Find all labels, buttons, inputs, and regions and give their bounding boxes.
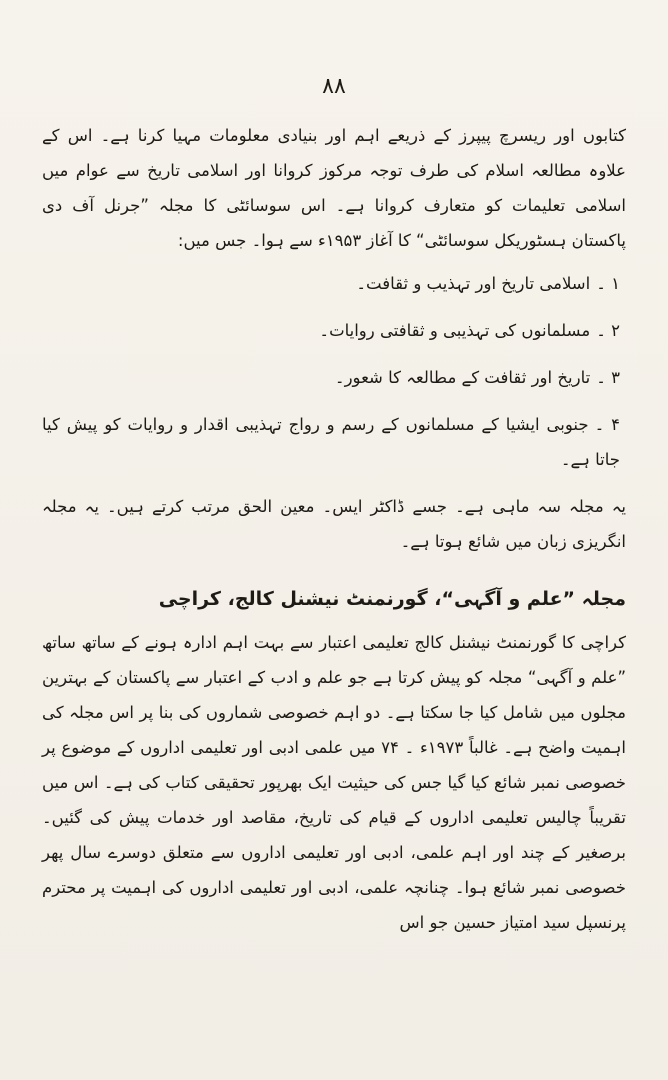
list-item-number: ۲ ۔ [596, 321, 620, 340]
page-content [42, 118, 626, 940]
list-item [42, 266, 626, 301]
list-item-number: ۳ ۔ [596, 368, 620, 387]
list-item-number: ۱ ۔ [596, 274, 620, 293]
closing-paragraph: یہ مجلہ سہ ماہی ہے۔ جسے ڈاکٹر ایس۔ معین الحق مرتب کرتے ہیں۔ یہ مجلہ انگریزی زبان میں شائع ہوتا ہے۔ [42, 497, 626, 551]
list-item [42, 407, 626, 477]
section-heading: مجلہ ”علم و آگہی“، گورنمنٹ نیشنل کالج، کراچی [158, 588, 626, 610]
list-item-text: تاریخ اور ثقافت کے مطالعہ کا شعور۔ [334, 368, 591, 387]
list-item-text: مسلمانوں کی تہذیبی و ثقافتی روایات۔ [319, 321, 591, 340]
section-gap [42, 559, 626, 569]
page-number: ٨٨ [322, 74, 346, 99]
list-item [42, 313, 626, 348]
list-item-text: اسلامی تاریخ اور تہذیب و ثقافت۔ [356, 274, 591, 293]
list-item-text: جنوبی ایشیا کے مسلمانوں کے رسم و رواج تہذیبی اقدار و روایات کو پیش کیا جاتا ہے۔ [42, 415, 620, 469]
list-item [42, 360, 626, 395]
list-item-number: ۴ ۔ [594, 415, 620, 434]
section-body-paragraph: کراچی کا گورنمنٹ نیشنل کالج تعلیمی اعتبار سے بہت اہم ادارہ ہونے کے ساتھ ساتھ ”علم و آگہی“ مجلہ کو پیش کرتا ہے جو علم و ادب کے اعتبار سے پاکستان کے بہترین مجلوں میں شامل کیا جا سکتا ہے۔ دو اہم خصوصی شماروں کی بنا پر اس مجلہ کی اہمیت واضح ہے۔ غالباً ۱۹۷۳ء ۔ ۷۴ میں علمی ادبی اور تعلیمی اداروں کے موضوع پر خصوصی نمبر شائع کیا گیا جس کی حیثیت ایک بھرپور تحقیقی کتاب کی ہے۔ اس میں تقریباً چالیس تعلیمی اداروں کے قیام کی تاریخ، مقاصد اور خدمات پیش کی گئیں۔ برصغیر کے چند اور اہم علمی، ادبی اور تعلیمی اداروں سے متعلق دوسرے سال پھر خصوصی نمبر شائع ہوا۔ چنانچہ علمی، ادبی اور تعلیمی اداروں کی اہمیت پر محترم پرنسپل سید امتیاز حسین جو اس [42, 633, 627, 932]
intro-paragraph: کتابوں اور ریسرچ پیپرز کے ذریعے اہم اور بنیادی معلومات مہیا کرنا ہے۔ اس کے علاوہ مطالعہ اسلام کی طرف توجہ مرکوز کروانا اور اسلامی تاریخ سے عوام میں اسلامی تعلیمات کو متعارف کروانا ہے۔ اس سوسائٹی کا مجلہ ”جرنل آف دی پاکستان ہسٹوریکل سوسائٹی“ کا آغاز ۱۹۵۳ء سے ہوا۔ جس میں: [42, 126, 626, 250]
objectives-list [42, 266, 626, 477]
